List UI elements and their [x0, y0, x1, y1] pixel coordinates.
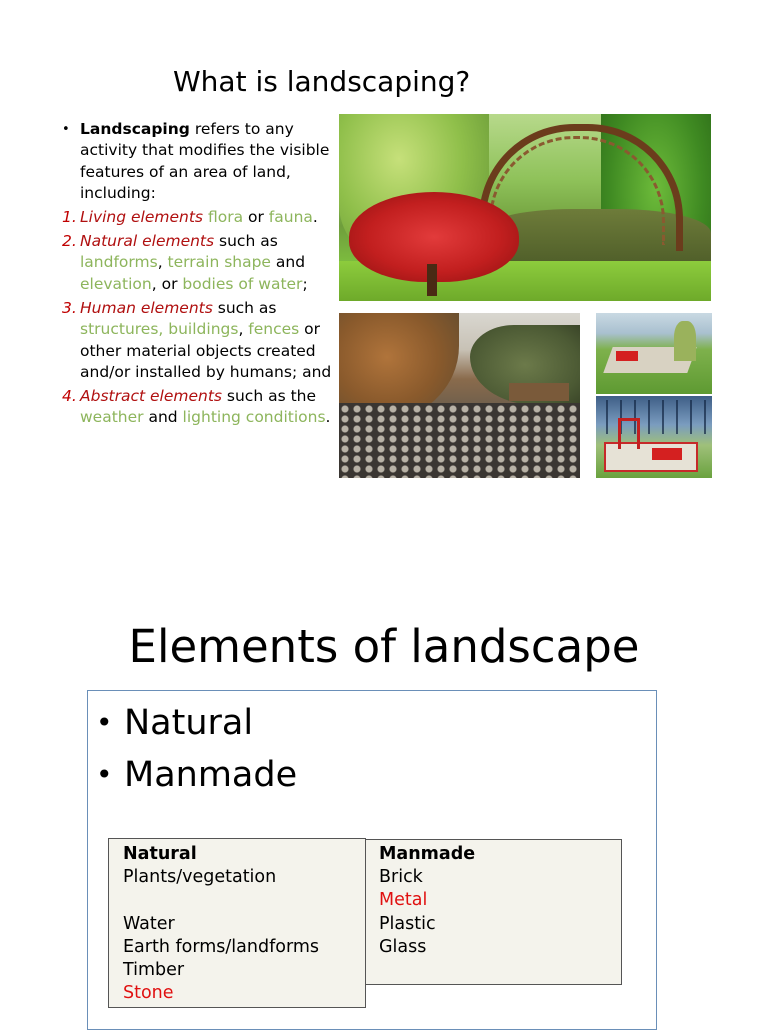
item-text: .: [325, 408, 331, 427]
list-item-human: [62, 298, 334, 384]
item-label: Abstract elements: [80, 386, 222, 405]
bullet-icon: •: [62, 122, 70, 137]
stone-path-garden-photo: [339, 313, 580, 478]
list-item: [96, 697, 297, 749]
term-terrain-shape: terrain shape: [167, 253, 271, 272]
japanese-garden-bridge-photo: [339, 114, 711, 301]
item-text: , or: [151, 274, 183, 293]
item-text: such as: [212, 298, 277, 317]
item-text: and: [143, 408, 183, 427]
item-number: 2.: [62, 232, 77, 251]
table-header: Natural: [123, 844, 197, 864]
slide1-title: What is landscaping?: [173, 65, 471, 98]
term-structures-buildings: structures, buildings: [80, 320, 239, 339]
manmade-elements-table: [365, 839, 622, 985]
item-text: ,: [238, 320, 249, 339]
item-number: 4.: [62, 386, 77, 405]
table-row: Earth forms/landforms: [123, 936, 320, 957]
item-text: or other material objects created and/or installed by humans; and: [80, 320, 332, 381]
term-fences: fences: [248, 320, 300, 339]
intro-text: refers to any activity that modifies the visible features of an area of land, including:: [80, 120, 330, 203]
term-elevation: elevation: [80, 274, 152, 293]
item-text: .: [312, 208, 318, 227]
table-header: Manmade: [379, 844, 476, 864]
list-item: [96, 749, 297, 801]
item-text: ;: [302, 274, 308, 293]
term-landforms: landforms: [80, 253, 158, 272]
list-item-abstract: [62, 386, 334, 429]
term-flora: flora: [207, 208, 244, 227]
term-bodies-of-water: bodies of water: [182, 274, 303, 293]
intro-term: Landscaping: [80, 120, 190, 138]
term-weather: weather: [80, 408, 144, 427]
table-row: Water: [123, 913, 175, 934]
table-row: Brick: [379, 867, 423, 888]
item-number: 3.: [62, 298, 77, 317]
courtyard-garden-photo: [596, 396, 712, 478]
table-row: Plants/vegetation: [123, 867, 277, 888]
bullet-icon: •: [96, 706, 113, 739]
item-number: 1.: [62, 208, 77, 227]
item-text: ,: [157, 253, 168, 272]
natural-elements-table: [108, 838, 366, 1008]
table-row: [123, 889, 365, 912]
bullet-icon: •: [96, 758, 113, 791]
term-fauna: fauna: [268, 208, 313, 227]
item-text: such as the: [221, 386, 317, 405]
table-row: Plastic: [379, 913, 436, 934]
table-row: Metal: [379, 890, 428, 911]
item-text: such as: [214, 232, 278, 251]
list-item-natural: [62, 231, 334, 295]
bullet-text: Manmade: [124, 755, 298, 795]
item-text: or: [243, 208, 269, 227]
bullet-text: Natural: [124, 703, 254, 743]
landscaping-definition-list: [62, 119, 334, 429]
item-label: Living elements: [80, 208, 204, 227]
list-item-living: [62, 207, 334, 228]
intro-bullet: [62, 119, 334, 205]
table-row: Glass: [379, 936, 427, 957]
model-garden-photo: [596, 313, 712, 394]
item-label: Human elements: [80, 298, 213, 317]
element-types-list: [96, 697, 297, 801]
slide2-title: Elements of landscape: [128, 620, 640, 673]
item-text: and: [270, 253, 306, 272]
term-lighting-conditions: lighting conditions: [182, 408, 326, 427]
table-row: Timber: [123, 960, 185, 980]
item-label: Natural elements: [80, 232, 215, 251]
table-row: Stone: [123, 983, 174, 1004]
